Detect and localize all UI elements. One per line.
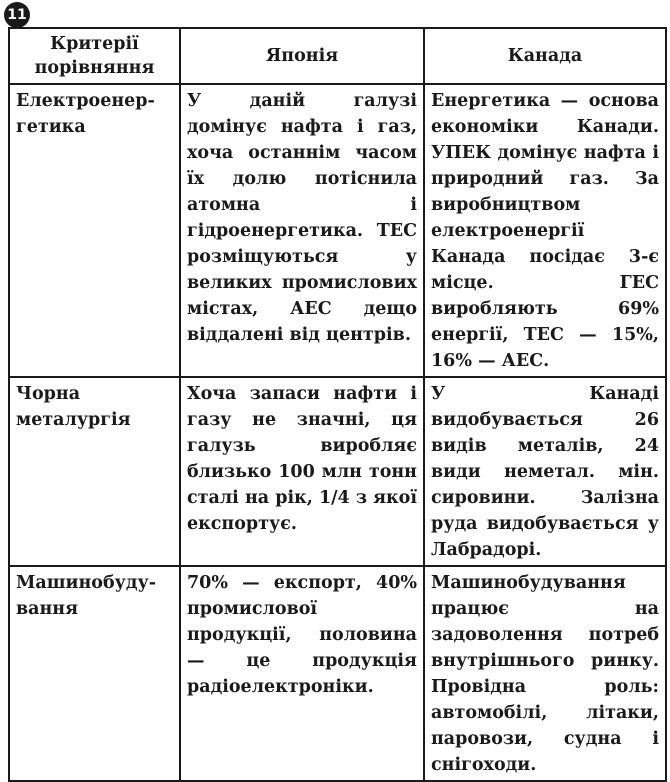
header-japan: Японія [180, 28, 424, 84]
table-header-row [9, 28, 666, 84]
table-row [9, 84, 666, 377]
criterion-cell: Електроенер-гетика [9, 84, 180, 377]
canada-cell: Енергетика — основа економіки Канади. УПЕК домінує нафта і природний газ. За виробництвом електроенергії Канада посідає 3-є місце. ГЕС виробляють 69% енергії, ТЕС — 15%, 16% — АЕС. [424, 84, 666, 377]
comparison-table [8, 27, 667, 782]
table-row [9, 566, 666, 781]
japan-cell: 70% — експорт, 40% промислової продукції, половина — це продукція радіоелектроніки. [180, 566, 424, 781]
criterion-cell: Чорна металургія [9, 377, 180, 566]
header-criteria: Критерії порівняння [9, 28, 180, 84]
japan-cell: Хоча запаси нафти і газу не значні, ця галузь виробляє близько 100 млн тонн сталі на рік, 1/4 з якої експортує. [180, 377, 424, 566]
header-canada: Канада [424, 28, 666, 84]
japan-cell: У даній галузі домінує нафта і газ, хоча останнім часом їх долю потіснила атомна і гідроенергетика. ТЕС розміщуються у великих промислових містах, АЕС дещо віддалені від центрів. [180, 84, 424, 377]
task-number-badge: 11 [4, 2, 30, 28]
canada-cell: У Канаді видобувається 26 видів металів, 24 види неметал. мін. сировини. Залізна руда видобувається у Лабрадорі. [424, 377, 666, 566]
criterion-cell: Машинобуду-вання [9, 566, 180, 781]
table-row [9, 377, 666, 566]
canada-cell: Машинобудування працює на задоволення потреб внутрішнього ринку. Провідна роль: автомобілі, літаки, паровози, судна і снігоходи. [424, 566, 666, 781]
